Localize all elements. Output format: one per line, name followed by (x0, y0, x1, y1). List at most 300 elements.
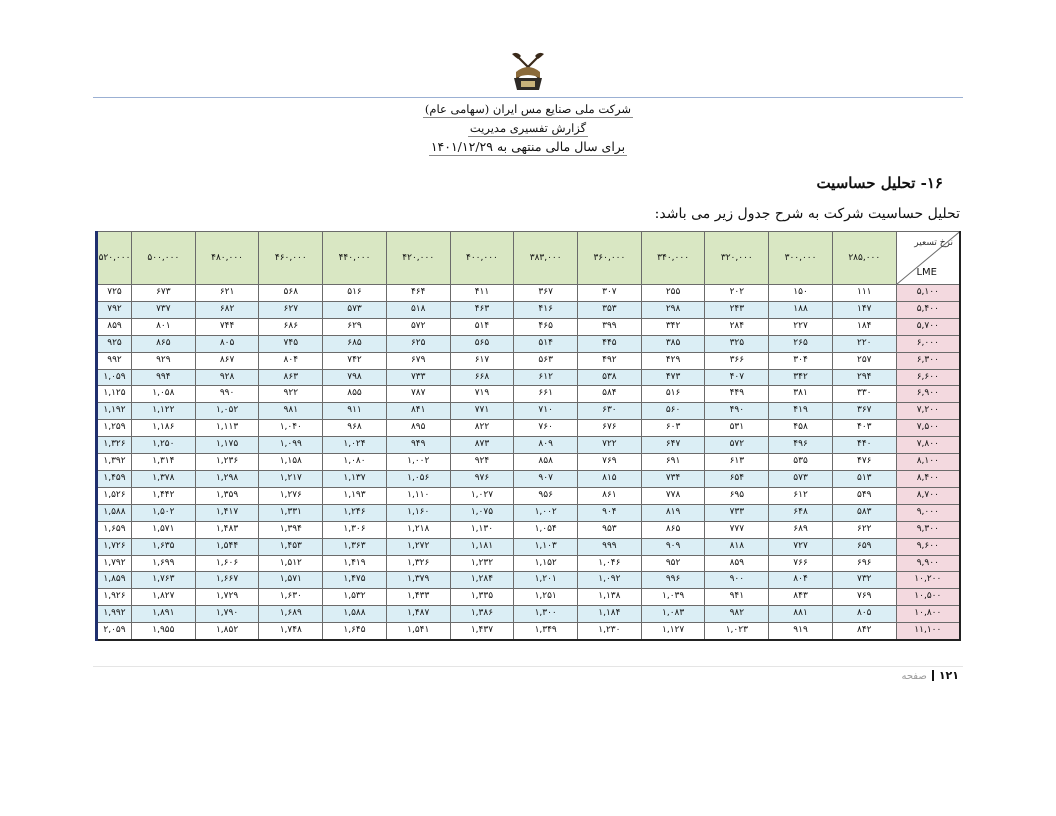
rate-axis-label: نرخ تسعیر (914, 238, 953, 248)
table-cell: ۷۳۷ (132, 301, 196, 318)
table-row (97, 504, 961, 521)
table-cell: ۱,۱۹۳ (323, 487, 387, 504)
column-header: ۲۸۵,۰۰۰ (832, 232, 896, 285)
table-cell: ۱,۶۳۵ (132, 538, 196, 555)
table-cell: ۹۱۱ (323, 403, 387, 420)
company-logo (508, 50, 548, 92)
table-cell: ۱,۶۶۷ (195, 572, 259, 589)
table-cell: ۱,۱۶۰ (386, 504, 450, 521)
table-cell: ۹۴۱ (705, 589, 769, 606)
table-cell: ۷۶۹ (578, 454, 642, 471)
table-cell: ۷۶۶ (769, 555, 833, 572)
table-cell: ۴۶۴ (386, 285, 450, 302)
table-cell: ۱,۳۸۶ (450, 606, 514, 623)
table-cell: ۹۵۳ (578, 521, 642, 538)
table-cell: ۸۶۵ (641, 521, 705, 538)
table-cell: ۶۷۹ (386, 352, 450, 369)
report-title-text: گزارش تفسیری مدیریت (469, 121, 587, 135)
table-cell: ۱,۴۷۵ (323, 572, 387, 589)
column-header: ۳۶۰,۰۰۰ (578, 232, 642, 285)
table-cell: ۸۴۳ (769, 589, 833, 606)
table-cell: ۲,۰۵۹ (97, 623, 132, 640)
table-row (97, 521, 961, 538)
table-cell: ۴۴۵ (578, 335, 642, 352)
table-cell: ۱,۵۱۲ (259, 555, 323, 572)
table-cell: ۱,۴۳۳ (386, 589, 450, 606)
table-cell: ۳۰۴ (769, 352, 833, 369)
table-cell: ۴۹۲ (578, 352, 642, 369)
table-row (97, 285, 961, 302)
table-cell: ۶۲۹ (323, 318, 387, 335)
table-cell: ۴۴۰ (832, 437, 896, 454)
table-cell: ۳۶۷ (514, 285, 578, 302)
table-cell: ۲۲۰ (832, 335, 896, 352)
table-cell: ۶۱۲ (514, 369, 578, 386)
table-cell: ۳۴۲ (641, 318, 705, 335)
table-cell: ۱,۰۸۰ (323, 454, 387, 471)
table-cell: ۸۶۳ (259, 369, 323, 386)
rate-cell: ۱۰,۵۰۰ (896, 589, 960, 606)
table-cell: ۸۹۵ (386, 420, 450, 437)
table-cell: ۷۲۷ (769, 538, 833, 555)
table-cell: ۹۸۱ (259, 403, 323, 420)
table-cell: ۱,۰۴۶ (578, 555, 642, 572)
table-cell: ۵۶۸ (259, 285, 323, 302)
rate-cell: ۶,۰۰۰ (896, 335, 960, 352)
page-footer (901, 669, 959, 682)
table-cell: ۴۱۶ (514, 301, 578, 318)
table-row (97, 572, 961, 589)
table-cell: ۱,۳۶۳ (323, 538, 387, 555)
table-cell: ۱۸۸ (769, 301, 833, 318)
table-cell: ۱,۸۵۲ (195, 623, 259, 640)
table-cell: ۵۳۱ (705, 420, 769, 437)
table-cell: ۱,۲۴۶ (323, 504, 387, 521)
rate-cell: ۸,۱۰۰ (896, 454, 960, 471)
table-cell: ۱,۳۹۴ (259, 521, 323, 538)
table-cell: ۹۷۶ (450, 470, 514, 487)
report-title (0, 121, 1056, 135)
table-cell: ۵۶۰ (641, 403, 705, 420)
table-cell: ۵۶۵ (450, 335, 514, 352)
table-cell: ۱,۱۹۲ (97, 403, 132, 420)
table-cell: ۱,۰۴۰ (259, 420, 323, 437)
table-cell: ۹۹۰ (195, 386, 259, 403)
table-cell: ۶۱۲ (769, 487, 833, 504)
table-cell: ۱,۰۸۳ (641, 606, 705, 623)
table-cell: ۷۸۷ (386, 386, 450, 403)
table-cell: ۸۱۸ (705, 538, 769, 555)
table-cell: ۴۶۵ (514, 318, 578, 335)
table-cell: ۱,۲۱۸ (386, 521, 450, 538)
table-cell: ۱,۴۱۷ (195, 504, 259, 521)
table-cell: ۳۲۵ (705, 335, 769, 352)
table-cell: ۱,۲۳۲ (450, 555, 514, 572)
table-cell: ۱,۲۱۷ (259, 470, 323, 487)
table-cell: ۷۲۵ (97, 285, 132, 302)
table-cell: ۶۶۸ (450, 369, 514, 386)
table-cell: ۳۰۷ (578, 285, 642, 302)
table-cell: ۸۴۲ (832, 623, 896, 640)
table-cell: ۷۷۱ (450, 403, 514, 420)
table-cell: ۱,۸۲۷ (132, 589, 196, 606)
table-cell: ۲۰۲ (705, 285, 769, 302)
table-cell: ۵۷۲ (705, 437, 769, 454)
rate-cell: ۶,۹۰۰ (896, 386, 960, 403)
table-cell: ۹۵۶ (514, 487, 578, 504)
table-cell: ۴۷۶ (832, 454, 896, 471)
table-cell: ۲۹۸ (641, 301, 705, 318)
table-cell: ۱,۷۶۳ (132, 572, 196, 589)
table-cell: ۱,۴۴۲ (132, 487, 196, 504)
table-cell: ۱,۳۰۶ (323, 521, 387, 538)
table-cell: ۸۱۵ (578, 470, 642, 487)
rate-cell: ۷,۲۰۰ (896, 403, 960, 420)
table-cell: ۹۲۸ (195, 369, 259, 386)
table-cell: ۱,۳۹۲ (97, 454, 132, 471)
table-cell: ۱,۳۴۹ (514, 623, 578, 640)
footer-rule (93, 666, 963, 667)
rate-cell: ۵,۴۰۰ (896, 301, 960, 318)
table-cell: ۱۴۷ (832, 301, 896, 318)
table-cell: ۸۱۹ (641, 504, 705, 521)
table-cell: ۴۱۱ (450, 285, 514, 302)
table-cell: ۸۶۱ (578, 487, 642, 504)
table-cell: ۱,۷۲۹ (195, 589, 259, 606)
rate-cell: ۷,۸۰۰ (896, 437, 960, 454)
table-cell: ۶۷۶ (578, 420, 642, 437)
company-name (0, 102, 1056, 116)
table-cell: ۱,۰۹۲ (578, 572, 642, 589)
table-cell: ۱,۳۷۹ (386, 572, 450, 589)
table-cell: ۶۷۳ (132, 285, 196, 302)
table-cell: ۴۶۳ (450, 301, 514, 318)
table-cell: ۷۶۰ (514, 420, 578, 437)
table-row (97, 369, 961, 386)
table-cell: ۱۵۰ (769, 285, 833, 302)
table-cell: ۸۰۵ (832, 606, 896, 623)
table-cell: ۱,۰۲۳ (705, 623, 769, 640)
table-cell: ۱,۱۲۲ (132, 403, 196, 420)
table-cell: ۱,۰۰۲ (386, 454, 450, 471)
table-cell: ۶۶۱ (514, 386, 578, 403)
table-row (97, 437, 961, 454)
table-cell: ۹۰۰ (705, 572, 769, 589)
table-cell: ۵۸۴ (578, 386, 642, 403)
table-cell: ۶۸۲ (195, 301, 259, 318)
table-cell: ۷۳۲ (832, 572, 896, 589)
table-cell: ۱,۱۱۰ (386, 487, 450, 504)
table-cell: ۲۹۴ (832, 369, 896, 386)
table-cell: ۵۳۵ (769, 454, 833, 471)
table-cell: ۶۲۷ (259, 301, 323, 318)
table-cell: ۵۱۸ (386, 301, 450, 318)
table-cell: ۶۸۵ (323, 335, 387, 352)
table-cell: ۸۴۱ (386, 403, 450, 420)
table-cell: ۷۷۸ (641, 487, 705, 504)
column-header: ۵۲۰,۰۰۰ (97, 232, 132, 285)
table-cell: ۸۰۴ (259, 352, 323, 369)
table-cell: ۱,۲۳۰ (578, 623, 642, 640)
table-cell: ۱,۲۸۴ (450, 572, 514, 589)
table-cell: ۱,۰۰۲ (514, 504, 578, 521)
table-cell: ۷۱۹ (450, 386, 514, 403)
table-cell: ۱,۱۸۶ (132, 420, 196, 437)
column-header: ۳۸۳,۰۰۰ (514, 232, 578, 285)
table-cell: ۱,۲۹۸ (195, 470, 259, 487)
rate-cell: ۵,۷۰۰ (896, 318, 960, 335)
table-cell: ۹۲۵ (97, 335, 132, 352)
table-cell: ۱,۶۴۵ (323, 623, 387, 640)
table-cell: ۹۲۲ (259, 386, 323, 403)
table-cell: ۱,۵۰۲ (132, 504, 196, 521)
table-cell: ۱,۴۵۳ (259, 538, 323, 555)
rate-cell: ۸,۴۰۰ (896, 470, 960, 487)
table-cell: ۱,۶۹۹ (132, 555, 196, 572)
table-cell: ۸۵۸ (514, 454, 578, 471)
rate-cell: ۱۰,۲۰۰ (896, 572, 960, 589)
table-cell: ۱,۴۸۷ (386, 606, 450, 623)
table-cell: ۱,۰۷۵ (450, 504, 514, 521)
table-cell: ۱,۳۱۴ (132, 454, 196, 471)
table-cell: ۱,۹۹۲ (97, 606, 132, 623)
table-cell: ۶۱۳ (705, 454, 769, 471)
table-cell: ۶۸۶ (259, 318, 323, 335)
table-cell: ۱,۰۹۹ (259, 437, 323, 454)
table-cell: ۱,۱۳۸ (578, 589, 642, 606)
table-cell: ۱,۳۳۵ (450, 589, 514, 606)
table-cell: ۱,۵۲۶ (97, 487, 132, 504)
header-rule (93, 97, 963, 98)
lme-axis-label: LME (916, 267, 937, 278)
table-row (97, 301, 961, 318)
table-cell: ۸۶۵ (132, 335, 196, 352)
table-cell: ۴۵۸ (769, 420, 833, 437)
table-cell: ۸۰۹ (514, 437, 578, 454)
table-row (97, 606, 961, 623)
table-cell: ۸۰۵ (195, 335, 259, 352)
table-cell: ۲۲۷ (769, 318, 833, 335)
table-cell: ۶۵۴ (705, 470, 769, 487)
column-header: ۳۰۰,۰۰۰ (769, 232, 833, 285)
table-cell: ۸۷۳ (450, 437, 514, 454)
table-cell: ۱,۴۵۹ (97, 470, 132, 487)
table-cell: ۶۲۱ (195, 285, 259, 302)
table-cell: ۴۲۹ (641, 352, 705, 369)
page-label: صفحه (901, 671, 927, 682)
corner-header (896, 232, 960, 285)
table-cell: ۵۱۶ (641, 386, 705, 403)
table-cell: ۲۵۷ (832, 352, 896, 369)
table-cell: ۹۹۲ (97, 352, 132, 369)
column-header: ۴۸۰,۰۰۰ (195, 232, 259, 285)
table-cell: ۱۱۱ (832, 285, 896, 302)
sensitivity-table (95, 231, 961, 641)
table-cell: ۹۹۴ (132, 369, 196, 386)
table-cell: ۶۸۹ (769, 521, 833, 538)
table-cell: ۱,۰۵۹ (97, 369, 132, 386)
table-cell: ۱,۰۵۴ (514, 521, 578, 538)
table-cell: ۶۴۸ (769, 504, 833, 521)
table-cell: ۱,۵۷۱ (132, 521, 196, 538)
table-cell: ۷۲۲ (578, 437, 642, 454)
table-cell: ۹۰۴ (578, 504, 642, 521)
table-cell: ۱,۳۳۱ (259, 504, 323, 521)
table-row (97, 318, 961, 335)
column-header: ۳۲۰,۰۰۰ (705, 232, 769, 285)
table-cell: ۱,۲۵۱ (514, 589, 578, 606)
table-cell: ۶۱۷ (450, 352, 514, 369)
table-cell: ۱۸۴ (832, 318, 896, 335)
table-cell: ۹۹۶ (641, 572, 705, 589)
table-row (97, 470, 961, 487)
table-cell: ۴۱۹ (769, 403, 833, 420)
table-cell: ۳۳۰ (832, 386, 896, 403)
table-cell: ۹۶۸ (323, 420, 387, 437)
table-cell: ۱,۷۹۰ (195, 606, 259, 623)
table-cell: ۷۳۴ (641, 470, 705, 487)
table-cell: ۱,۲۵۰ (132, 437, 196, 454)
table-cell: ۵۸۳ (832, 504, 896, 521)
table-row (97, 555, 961, 572)
table-cell: ۳۹۹ (578, 318, 642, 335)
rate-cell: ۹,۹۰۰ (896, 555, 960, 572)
table-row (97, 454, 961, 471)
table-cell: ۲۴۳ (705, 301, 769, 318)
table-cell: ۵۷۳ (769, 470, 833, 487)
table-cell: ۵۳۸ (578, 369, 642, 386)
table-cell: ۱,۱۵۸ (259, 454, 323, 471)
table-cell: ۸۵۹ (97, 318, 132, 335)
table-cell: ۷۱۰ (514, 403, 578, 420)
table-cell: ۶۹۶ (832, 555, 896, 572)
table-cell: ۱,۷۲۶ (97, 538, 132, 555)
table-cell: ۷۷۷ (705, 521, 769, 538)
footer-separator (932, 670, 934, 681)
table-cell: ۸۰۴ (769, 572, 833, 589)
table-cell: ۶۰۳ (641, 420, 705, 437)
table-cell: ۷۹۲ (97, 301, 132, 318)
table-cell: ۱,۲۷۲ (386, 538, 450, 555)
table-cell: ۱,۵۸۸ (97, 504, 132, 521)
table-cell: ۵۴۹ (832, 487, 896, 504)
table-cell: ۵۷۲ (386, 318, 450, 335)
table-cell: ۱,۸۹۱ (132, 606, 196, 623)
table-cell: ۱,۹۵۵ (132, 623, 196, 640)
table-cell: ۱,۸۵۹ (97, 572, 132, 589)
rate-cell: ۵,۱۰۰ (896, 285, 960, 302)
table-cell: ۱,۲۵۹ (97, 420, 132, 437)
table-cell: ۱,۹۲۶ (97, 589, 132, 606)
table-cell: ۲۵۵ (641, 285, 705, 302)
column-header: ۴۶۰,۰۰۰ (259, 232, 323, 285)
table-cell: ۸۰۱ (132, 318, 196, 335)
table-cell: ۹۰۷ (514, 470, 578, 487)
table-cell: ۱,۲۳۶ (195, 454, 259, 471)
section-title: ۱۶- تحلیل حساسیت (816, 174, 943, 192)
rate-cell: ۸,۷۰۰ (896, 487, 960, 504)
table-cell: ۱,۱۲۷ (641, 623, 705, 640)
table-cell: ۲۶۵ (769, 335, 833, 352)
table-cell: ۸۵۹ (705, 555, 769, 572)
column-header: ۵۰۰,۰۰۰ (132, 232, 196, 285)
table-cell: ۶۵۹ (832, 538, 896, 555)
table-cell: ۱,۷۴۸ (259, 623, 323, 640)
table-cell: ۹۴۹ (386, 437, 450, 454)
page-number: ۱۲۱ (938, 669, 959, 682)
table-cell: ۱,۳۲۶ (97, 437, 132, 454)
table-cell: ۷۶۹ (832, 589, 896, 606)
table-cell: ۹۲۹ (132, 352, 196, 369)
table-cell: ۵۶۳ (514, 352, 578, 369)
company-name-text: شرکت ملی صنایع مس ایران (سهامی عام) (424, 102, 632, 116)
table-cell: ۱,۱۸۱ (450, 538, 514, 555)
table-cell: ۱,۴۸۳ (195, 521, 259, 538)
table-cell: ۱,۰۲۷ (450, 487, 514, 504)
table-cell: ۱,۵۷۱ (259, 572, 323, 589)
table-cell: ۹۸۲ (705, 606, 769, 623)
table-cell: ۴۷۳ (641, 369, 705, 386)
table-cell: ۷۹۸ (323, 369, 387, 386)
table-row (97, 420, 961, 437)
table-cell: ۱,۵۸۸ (323, 606, 387, 623)
table-cell: ۱,۵۴۱ (386, 623, 450, 640)
rate-cell: ۹,۳۰۰ (896, 521, 960, 538)
table-cell: ۵۱۶ (323, 285, 387, 302)
table-cell: ۱,۱۳۷ (323, 470, 387, 487)
column-header: ۳۴۰,۰۰۰ (641, 232, 705, 285)
table-cell: ۳۸۱ (769, 386, 833, 403)
table-cell: ۱,۰۵۶ (386, 470, 450, 487)
table-cell: ۶۲۵ (386, 335, 450, 352)
table-cell: ۷۴۴ (195, 318, 259, 335)
table-cell: ۹۲۴ (450, 454, 514, 471)
table-row (97, 386, 961, 403)
table-cell: ۶۹۱ (641, 454, 705, 471)
rate-cell: ۱۰,۸۰۰ (896, 606, 960, 623)
table-cell: ۱,۱۲۵ (97, 386, 132, 403)
table-cell: ۴۰۳ (832, 420, 896, 437)
rate-cell: ۱۱,۱۰۰ (896, 623, 960, 640)
table-cell: ۱,۱۱۳ (195, 420, 259, 437)
table-cell: ۱,۵۴۴ (195, 538, 259, 555)
table-cell: ۳۴۲ (769, 369, 833, 386)
table-cell: ۷۴۲ (323, 352, 387, 369)
table-cell: ۱,۴۳۷ (450, 623, 514, 640)
table-cell: ۱,۳۰۰ (514, 606, 578, 623)
table-row (97, 538, 961, 555)
table-cell: ۱,۱۵۲ (514, 555, 578, 572)
table-cell: ۳۶۷ (832, 403, 896, 420)
table-cell: ۱,۴۱۹ (323, 555, 387, 572)
table-cell: ۴۰۷ (705, 369, 769, 386)
table-cell: ۱,۶۳۰ (259, 589, 323, 606)
table-cell: ۵۷۳ (323, 301, 387, 318)
table-row (97, 352, 961, 369)
table-cell: ۱,۱۳۰ (450, 521, 514, 538)
table-cell: ۴۹۶ (769, 437, 833, 454)
table-cell: ۳۸۵ (641, 335, 705, 352)
table-cell: ۷۳۳ (386, 369, 450, 386)
table-cell: ۹۹۹ (578, 538, 642, 555)
table-body (97, 285, 961, 641)
table-cell: ۹۰۹ (641, 538, 705, 555)
table-cell: ۸۲۲ (450, 420, 514, 437)
table-cell: ۷۴۵ (259, 335, 323, 352)
table-cell: ۳۵۳ (578, 301, 642, 318)
table-cell: ۱,۱۷۵ (195, 437, 259, 454)
table-cell: ۱,۶۵۹ (97, 521, 132, 538)
